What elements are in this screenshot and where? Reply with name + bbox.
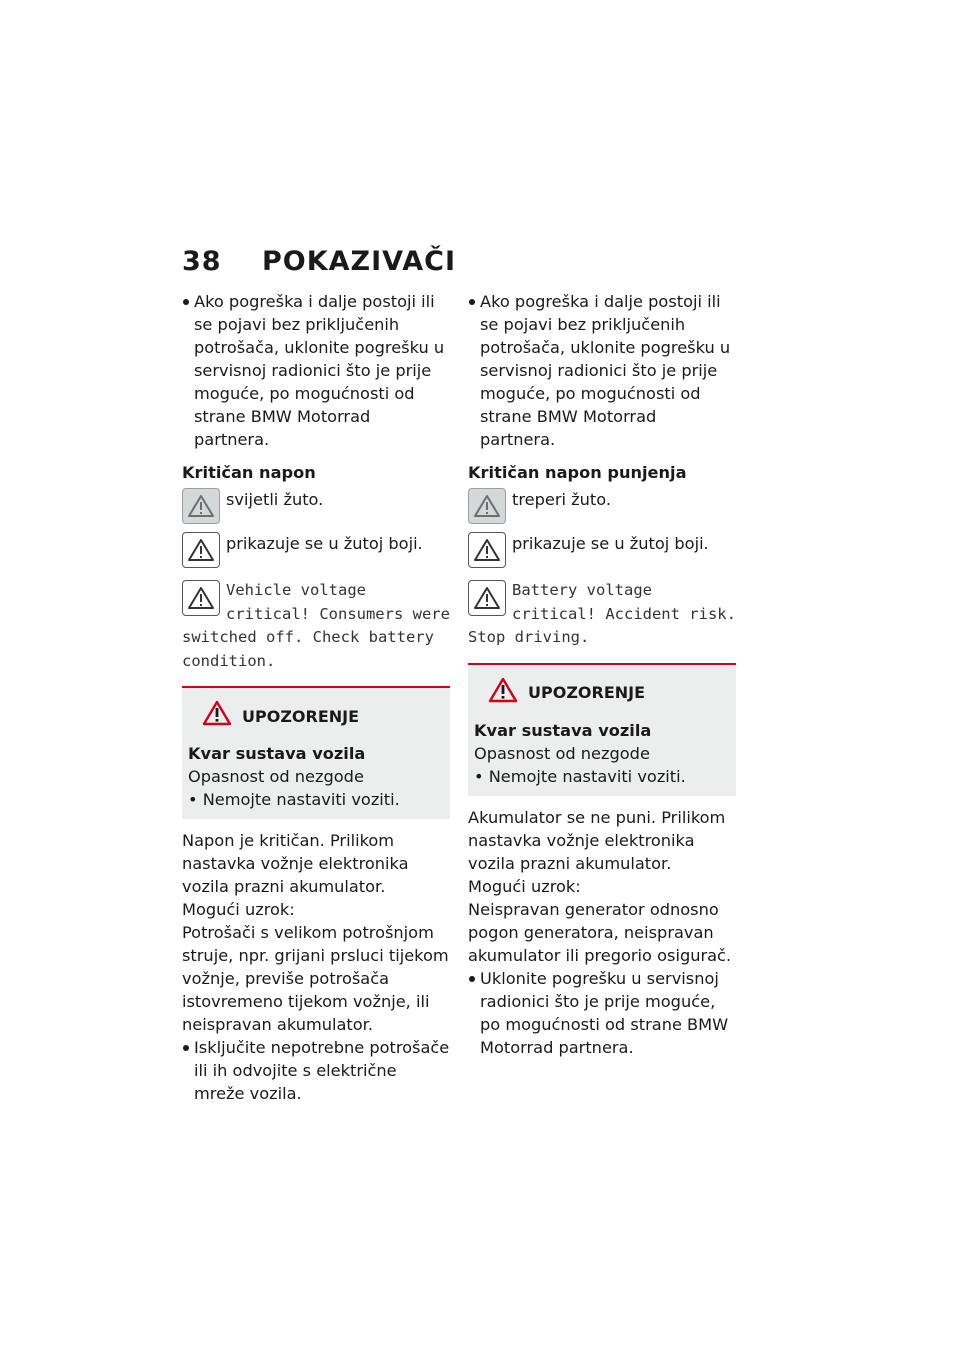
warning-title-row: [488, 677, 730, 709]
indicator-row-outline: [182, 532, 450, 572]
indicator-filled-wrap: [468, 488, 506, 528]
warning-box: [182, 686, 450, 819]
warning-triangle-icon: [182, 532, 220, 568]
indicator-row-filled: [468, 488, 736, 528]
warning-exclamation-icon: [488, 677, 518, 709]
warning-exclamation-icon: [202, 700, 232, 732]
cause-label: Mogući uzrok:: [468, 876, 581, 896]
warning-line-2: • Nemojte nastaviti voziti.: [188, 790, 400, 809]
indicator-row-outline: [468, 532, 736, 572]
indicator-text-2: prikazuje se u žutoj boji.: [226, 534, 423, 553]
indicator-outline-wrap: [468, 580, 506, 616]
warning-triangle-icon: [182, 580, 220, 616]
left-column: [182, 290, 450, 1105]
paragraph-2: Neispravan generator odnosno pogon generatora, neispravan akumulator ili pregorio osigurač.: [468, 899, 732, 965]
warning-line-1: Opasnost od nezgode: [188, 767, 364, 786]
display-message: Battery voltage critical! Accident risk. Stop driving.: [468, 581, 736, 646]
bullet-end: Isključite nepotrebne potrošače ili ih odvojite s električne mreže vozila.: [182, 1036, 450, 1105]
warning-subtitle: Kvar sustava vozila: [474, 720, 652, 740]
right-column: [468, 290, 736, 1059]
warning-title-row: [202, 700, 444, 732]
bullet-intro: Ako pogreška i dalje postoji ili se pojavi bez priključenih potrošača, uklonite pogrešku u servisnoj radionici što je prije moguće, po mogućnosti od strane BMW Motorrad partnera.: [468, 290, 736, 451]
warning-line-1: Opasnost od nezgode: [474, 743, 650, 763]
bullet-end: Uklonite pogrešku u servisnoj radionici što je prije moguće, po mogućnosti od strane BMW Motorrad partnera.: [468, 967, 736, 1059]
page-title: POKAZIVAČI: [262, 246, 457, 277]
warning-subtitle: Kvar sustava vozila: [188, 744, 366, 763]
paragraph-1: Akumulator se ne puni. Prilikom nastavka vožnje elektronika vozila prazni akumulator.: [468, 807, 726, 873]
cause-label: Mogući uzrok:: [182, 900, 295, 919]
bullet-intro: Ako pogreška i dalje postoji ili se pojavi bez priključenih potrošača, uklonite pogrešku u servisnoj radionici što je prije moguće, po mogućnosti od strane BMW Motorrad partnera.: [182, 290, 450, 451]
indicator-text-2: prikazuje se u žutoj boji.: [512, 534, 709, 553]
page-number: 38: [182, 246, 222, 277]
page-header: [182, 246, 456, 277]
indicator-text-1: treperi žuto.: [512, 490, 612, 509]
paragraph-2: Potrošači s velikom potrošnjom struje, npr. grijani prsluci tijekom vožnje, previše potrošača istovremeno tijekom vožnje, ili neispravan akumulator.: [182, 923, 449, 1034]
indicator-row-filled: [182, 488, 450, 528]
warning-line-2: • Nemojte nastaviti voziti.: [474, 766, 686, 786]
warning-triangle-icon: [468, 488, 506, 524]
warning-triangle-icon: [182, 488, 220, 524]
section-heading: Kritičan napon: [182, 463, 316, 482]
indicator-outline-wrap: [182, 532, 220, 572]
indicator-filled-wrap: [182, 488, 220, 528]
indicator-text-1: svijetli žuto.: [226, 490, 324, 509]
display-message: Vehicle voltage critical! Consumers were switched off. Check battery condition.: [182, 581, 450, 670]
indicator-outline-wrap: [182, 580, 220, 616]
section-heading: Kritičan napon punjenja: [468, 463, 687, 482]
display-message-block: [468, 578, 736, 649]
warning-box: [468, 663, 736, 796]
paragraph-1: Napon je kritičan. Prilikom nastavka vožnje elektronika vozila prazni akumulator.: [182, 831, 409, 896]
warning-title: UPOZORENJE: [242, 706, 360, 726]
warning-triangle-icon: [468, 580, 506, 616]
indicator-outline-wrap: [468, 532, 506, 572]
warning-title: UPOZORENJE: [528, 683, 646, 702]
warning-triangle-icon: [468, 532, 506, 568]
display-message-block: [182, 578, 450, 672]
